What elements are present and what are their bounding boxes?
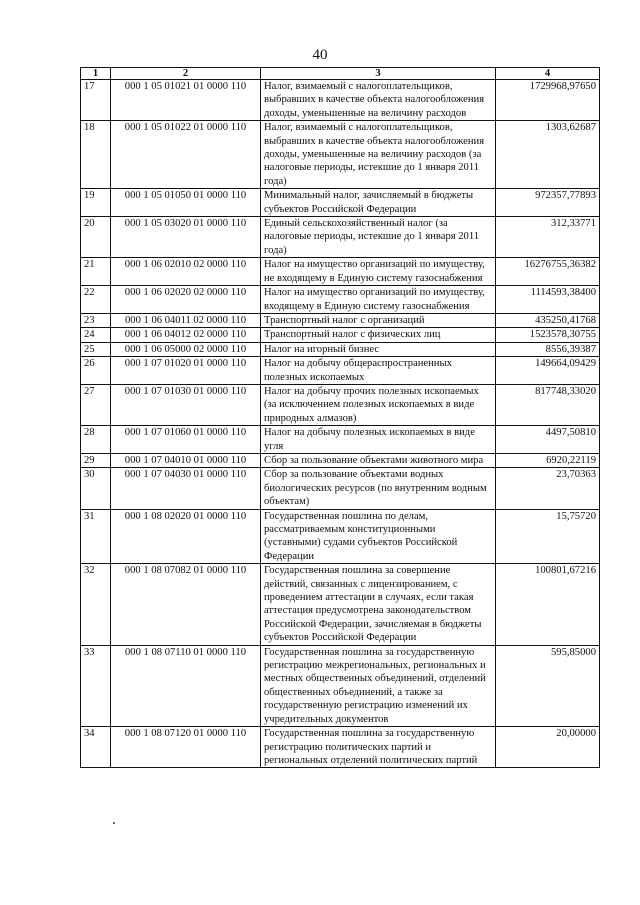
page-number: 40 [312,47,328,63]
revenue-name: Единый сельскохозяйственный налог (за налоговые периоды, истекшие до 1 января 2011 года) [261,217,496,258]
row-number: 32 [81,564,111,645]
row-number: 25 [81,342,111,356]
budget-code: 000 1 06 02020 02 0000 110 [111,286,261,314]
budget-code: 000 1 08 07082 01 0000 110 [111,564,261,645]
budget-code: 000 1 08 07120 01 0000 110 [111,727,261,768]
amount-value: 1523578,30755 [496,328,600,342]
row-number: 30 [81,468,111,509]
budget-code: 000 1 05 03020 01 0000 110 [111,217,261,258]
revenue-name: Сбор за пользование объектами водных биологических ресурсов (по внутренним водным объектам) [261,468,496,509]
amount-value: 972357,77893 [496,189,600,217]
table-header-row [81,68,600,80]
revenue-name: Государственная пошлина за совершение действий, связанных с лицензированием, с проведением аттестации в случаях, если такая аттестация предусмотрена законодательством Российской Федерации, зачисляемая в бюджеты субъектов Российской Федерации [261,564,496,645]
amount-value: 817748,33020 [496,384,600,425]
amount-value: 15,75720 [496,509,600,564]
revenue-name: Транспортный налог с организаций [261,313,496,327]
revenue-name: Налог на добычу общераспространенных полезных ископаемых [261,357,496,385]
row-number: 26 [81,357,111,385]
budget-code: 000 1 07 04030 01 0000 110 [111,468,261,509]
revenue-name: Сбор за пользование объектами животного мира [261,453,496,467]
row-number: 33 [81,645,111,726]
row-number: 28 [81,426,111,454]
table-row [81,217,600,258]
table-row [81,313,600,327]
header-col-1: 1 [81,68,111,80]
budget-code: 000 1 05 01021 01 0000 110 [111,80,261,121]
row-number: 20 [81,217,111,258]
revenue-name: Налог, взимаемый с налогоплательщиков, выбравших в качестве объекта налогообложения доходы, уменьшенные на величину расходов [261,80,496,121]
table-row [81,727,600,768]
amount-value: 435250,41768 [496,313,600,327]
table-body [81,80,600,768]
row-number: 17 [81,80,111,121]
revenue-name: Государственная пошлина по делам, рассматриваемым конституционными (уставными) судами субъектов Российской Федерации [261,509,496,564]
row-number: 23 [81,313,111,327]
revenue-name: Государственная пошлина за государственную регистрацию политических партий и региональных отделений политических партий [261,727,496,768]
amount-value: 312,33771 [496,217,600,258]
table-row [81,384,600,425]
amount-value: 8556,39387 [496,342,600,356]
revenue-name: Налог на добычу прочих полезных ископаемых (за исключением полезных ископаемых в виде природных алмазов) [261,384,496,425]
row-number: 29 [81,453,111,467]
table-row [81,564,600,645]
table-row [81,342,600,356]
amount-value: 4497,50810 [496,426,600,454]
scan-dot [113,822,115,824]
amount-value: 6920,22119 [496,453,600,467]
table-row [81,453,600,467]
amount-value: 1114593,38400 [496,286,600,314]
row-number: 34 [81,727,111,768]
budget-code: 000 1 06 04011 02 0000 110 [111,313,261,327]
revenue-name: Налог на игорный бизнес [261,342,496,356]
budget-code: 000 1 05 01022 01 0000 110 [111,121,261,189]
amount-value: 20,00000 [496,727,600,768]
amount-value: 23,70363 [496,468,600,509]
revenue-name: Налог на имущество организаций по имуществу, не входящему в Единую систему газоснабжения [261,258,496,286]
revenue-name: Налог, взимаемый с налогоплательщиков, выбравших в качестве объекта налогообложения доходы, уменьшенные на величину расходов (за налоговые периоды, истекшие до 1 января 2011 года) [261,121,496,189]
budget-code: 000 1 08 02020 01 0000 110 [111,509,261,564]
budget-code: 000 1 06 04012 02 0000 110 [111,328,261,342]
row-number: 22 [81,286,111,314]
header-col-3: 3 [261,68,496,80]
table-row [81,121,600,189]
row-number: 27 [81,384,111,425]
budget-code: 000 1 07 01060 01 0000 110 [111,426,261,454]
amount-value: 595,85000 [496,645,600,726]
row-number: 31 [81,509,111,564]
amount-value: 16276755,36382 [496,258,600,286]
table-row [81,509,600,564]
table-row [81,258,600,286]
table-row [81,328,600,342]
table-row [81,645,600,726]
revenue-name: Налог на имущество организаций по имуществу, входящему в Единую систему газоснабжения [261,286,496,314]
budget-code: 000 1 06 02010 02 0000 110 [111,258,261,286]
row-number: 19 [81,189,111,217]
amount-value: 149664,09429 [496,357,600,385]
table-row [81,468,600,509]
amount-value: 100801,67216 [496,564,600,645]
revenue-name: Государственная пошлина за государственную регистрацию межрегиональных, региональных и местных общественных объединений, отделений общественных объединений, а также за государственную регистрацию изменений их учредительных документов [261,645,496,726]
row-number: 21 [81,258,111,286]
table-row [81,426,600,454]
revenue-table [80,67,600,768]
header-col-4: 4 [496,68,600,80]
budget-code: 000 1 08 07110 01 0000 110 [111,645,261,726]
budget-code: 000 1 07 04010 01 0000 110 [111,453,261,467]
row-number: 18 [81,121,111,189]
amount-value: 1729968,97650 [496,80,600,121]
budget-code: 000 1 06 05000 02 0000 110 [111,342,261,356]
budget-code: 000 1 07 01030 01 0000 110 [111,384,261,425]
table-row [81,189,600,217]
table-row [81,286,600,314]
table-row [81,357,600,385]
header-col-2: 2 [111,68,261,80]
revenue-name: Минимальный налог, зачисляемый в бюджеты субъектов Российской Федерации [261,189,496,217]
budget-code: 000 1 07 01020 01 0000 110 [111,357,261,385]
budget-code: 000 1 05 01050 01 0000 110 [111,189,261,217]
amount-value: 1303,62687 [496,121,600,189]
row-number: 24 [81,328,111,342]
revenue-name: Налог на добычу полезных ископаемых в виде угля [261,426,496,454]
revenue-name: Транспортный налог с физических лиц [261,328,496,342]
table-row [81,80,600,121]
